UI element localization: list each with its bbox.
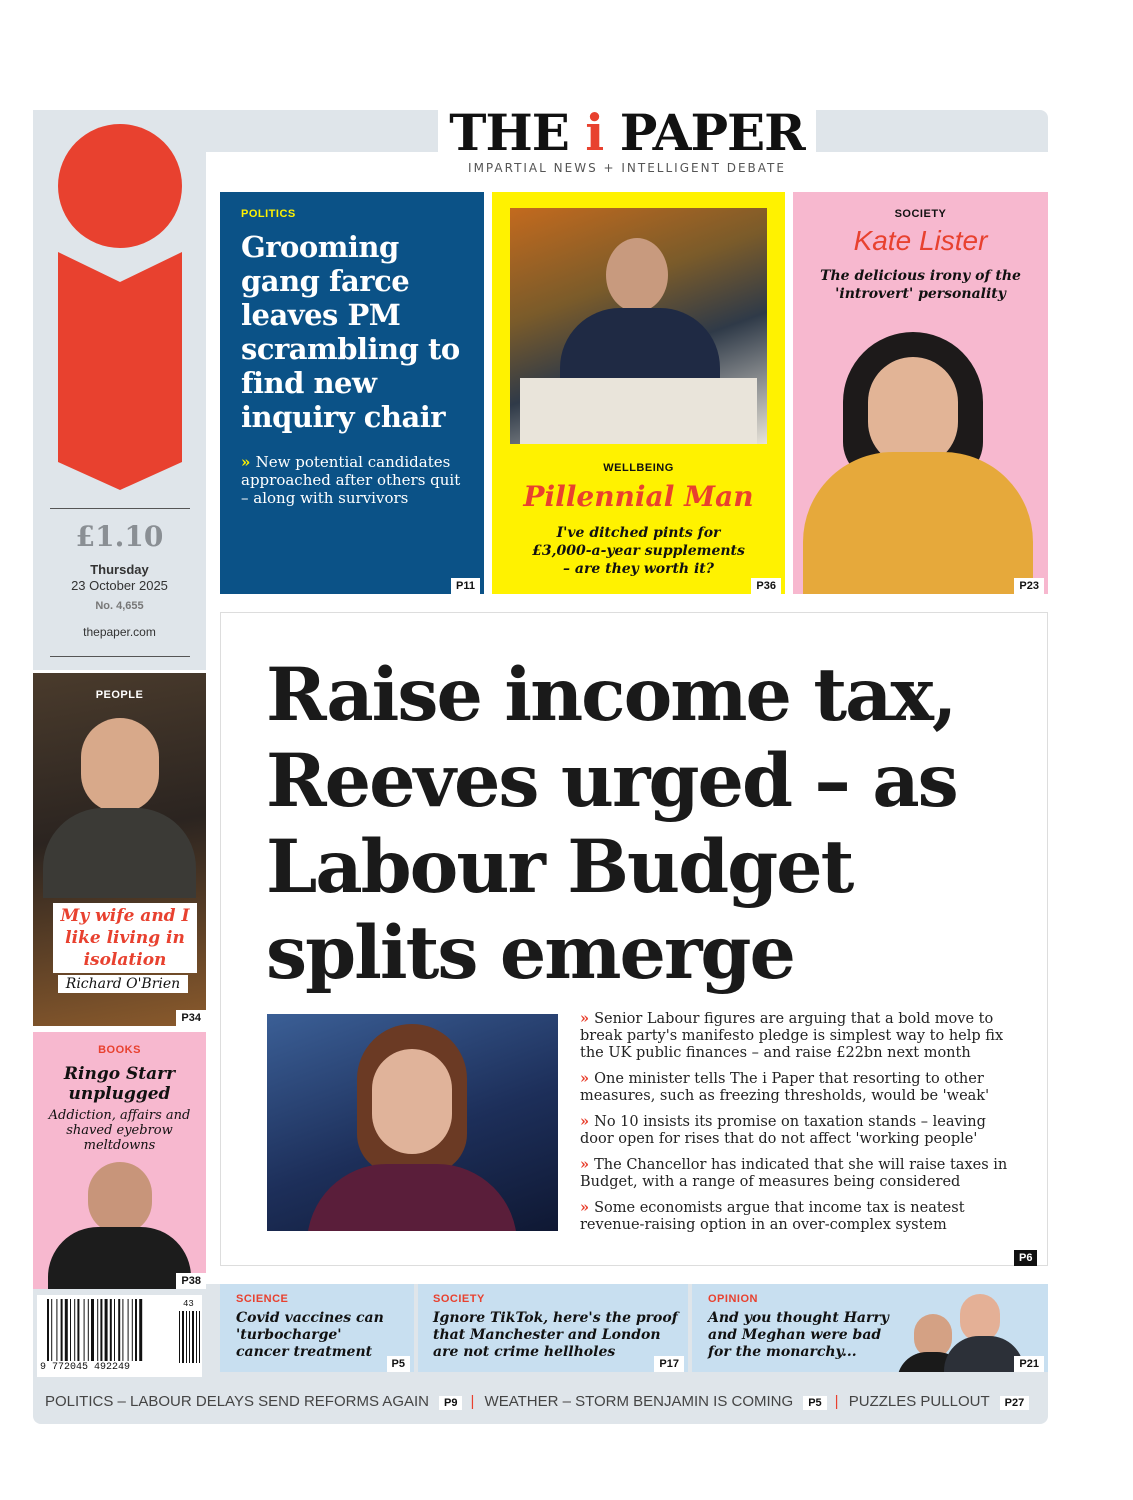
wellbeing-title: Pillennial Man xyxy=(523,480,754,513)
strip-teaser-science[interactable] xyxy=(220,1284,414,1372)
barcode-bar xyxy=(132,1299,133,1361)
website-link[interactable]: thepaper.com xyxy=(83,625,156,639)
ringo-head-shape xyxy=(88,1162,152,1234)
society-standfirst: The delicious irony of the 'introvert' personality xyxy=(820,268,1021,302)
barcode-addon-number: 43 xyxy=(183,1299,194,1309)
issue-date: 23 October 2025 xyxy=(71,578,168,593)
politics-standfirst: » New potential candidates approached after others quit – along with survivors xyxy=(241,453,461,507)
barcode-bar xyxy=(105,1299,108,1361)
footer-item[interactable]: POLITICS – LABOUR DELAYS SEND REFORMS AGAIN xyxy=(45,1393,429,1410)
books-kicker: BOOKS xyxy=(98,1044,141,1056)
wellbeing-kicker: WELLBEING xyxy=(603,462,674,474)
wellbeing-teaser[interactable] xyxy=(492,192,785,594)
barcode-bar xyxy=(122,1299,123,1361)
lead-bullet: » One minister tells The i Paper that resorting to other measures, such as freezing thresholds, would be 'weak' xyxy=(580,1070,990,1104)
barcode-bar xyxy=(47,1299,49,1361)
man-shirt-shape xyxy=(43,808,196,898)
lead-bullets xyxy=(580,1010,1020,1242)
politics-teaser[interactable] xyxy=(220,192,484,594)
man-body-shape xyxy=(560,308,720,388)
wellbeing-standfirst: I've ditched pints for £3,000-a-year supplements – are they worth it? xyxy=(532,525,745,577)
harry-suit-shape xyxy=(944,1336,1024,1372)
lead-bullet: » No 10 insists its promise on taxation stands – leaving door open for rises that do not affect 'working people' xyxy=(580,1113,986,1147)
divider xyxy=(50,656,190,657)
strip-page-ref: P21 xyxy=(1014,1356,1044,1372)
people-author: Richard O'Brien xyxy=(58,975,188,993)
issue-number: No. 4,655 xyxy=(95,600,144,612)
people-title: My wife and I like living in isolation xyxy=(53,903,197,973)
barcode-bars xyxy=(37,1299,202,1365)
cover-price: £1.10 xyxy=(75,520,164,553)
barcode-bar xyxy=(114,1299,115,1361)
footer-page-ref: P5 xyxy=(803,1396,826,1410)
books-title: Ringo Starr unplugged xyxy=(63,1064,176,1104)
footer-item[interactable]: WEATHER – STORM BENJAMIN IS COMING xyxy=(484,1393,794,1410)
society-page-ref: P23 xyxy=(1014,578,1044,594)
man-head-shape xyxy=(81,718,159,813)
footer-page-ref: P9 xyxy=(439,1396,462,1410)
barcode-bar xyxy=(61,1299,63,1361)
barcode-bar xyxy=(91,1299,94,1361)
barcode-addon-bar xyxy=(179,1311,180,1363)
harry-head-shape xyxy=(960,1294,1000,1342)
masthead-title: THE i PAPER xyxy=(449,103,805,162)
books-page-ref: P38 xyxy=(176,1273,206,1289)
barcode-bar xyxy=(65,1299,68,1361)
strip-kicker: SOCIETY xyxy=(433,1293,485,1305)
barcode-bar xyxy=(135,1299,137,1361)
reeves-face-shape xyxy=(372,1049,452,1154)
barcode-addon-bar xyxy=(199,1311,200,1363)
strip-teaser-society[interactable] xyxy=(418,1284,688,1372)
society-teaser[interactable] xyxy=(793,192,1048,594)
lead-bullet: » Senior Labour figures are arguing that a bold move to break party's manifesto pledge is simplest way to help fix the UK public finances – and raise £22bn next month xyxy=(580,1010,1004,1061)
wellbeing-page-ref: P36 xyxy=(751,578,781,594)
people-page-ref: P34 xyxy=(176,1010,206,1026)
barcode-addon-bar xyxy=(182,1311,184,1363)
strip-title: And you thought Harry and Meghan were bad for the monarchy... xyxy=(708,1310,889,1360)
barcode-bar xyxy=(97,1299,98,1361)
barcode-bar xyxy=(70,1299,71,1361)
society-author: Kate Lister xyxy=(853,225,988,256)
barcode xyxy=(37,1295,202,1377)
politics-page-ref: P11 xyxy=(451,578,480,594)
barcode-bar xyxy=(84,1299,85,1361)
politics-kicker: POLITICS xyxy=(241,208,296,220)
barcode-addon-bar xyxy=(192,1311,194,1363)
supplements-table xyxy=(520,378,757,444)
barcode-addon-bar xyxy=(186,1311,187,1363)
footer-separator: | xyxy=(470,1393,475,1410)
divider xyxy=(50,508,190,509)
reeves-jacket-shape xyxy=(307,1164,517,1231)
politics-title: Grooming gang farce leaves PM scrambling to find new inquiry chair xyxy=(241,230,460,434)
barcode-bar xyxy=(118,1299,120,1361)
barcode-bar xyxy=(139,1299,142,1361)
woman-face-shape xyxy=(868,357,958,467)
people-teaser[interactable] xyxy=(33,673,206,1026)
strip-kicker: SCIENCE xyxy=(236,1293,289,1305)
strip-page-ref: P5 xyxy=(387,1356,410,1372)
lead-bullet: » The Chancellor has indicated that she will raise taxes in Budget, with a range of measures being considered xyxy=(580,1156,1008,1190)
people-kicker: PEOPLE xyxy=(95,689,144,701)
strip-teaser-opinion[interactable] xyxy=(692,1284,1048,1372)
barcode-addon-bar xyxy=(196,1311,197,1363)
masthead-tagline: IMPARTIAL NEWS + INTELLIGENT DEBATE xyxy=(468,161,786,175)
strip-page-ref: P17 xyxy=(654,1356,684,1372)
ringo-jacket-shape xyxy=(48,1227,191,1289)
barcode-bar xyxy=(128,1299,129,1361)
barcode-bar xyxy=(77,1299,79,1361)
footer-item[interactable]: PUZZLES PULLOUT xyxy=(848,1393,990,1410)
supplements-photo xyxy=(510,208,767,444)
society-kicker: SOCIETY xyxy=(894,208,947,220)
footer-bar xyxy=(45,1393,1037,1410)
barcode-bar xyxy=(110,1299,112,1361)
barcode-bar xyxy=(56,1299,57,1361)
i-logo-dot xyxy=(58,124,182,248)
issue-day: Thursday xyxy=(90,562,149,577)
strip-kicker: OPINION xyxy=(708,1293,758,1305)
barcode-bar xyxy=(74,1299,75,1361)
strip-title: Ignore TikTok, here's the proof that Manchester and London are not crime hellholes xyxy=(433,1310,678,1360)
footer-separator: | xyxy=(834,1393,839,1410)
reeves-photo xyxy=(267,1014,558,1231)
barcode-bar xyxy=(88,1299,89,1361)
lead-headline[interactable]: Raise income tax, Reeves urged – as Labour Budget splits emerge xyxy=(266,652,957,996)
barcode-bar xyxy=(51,1299,52,1361)
footer-page-ref: P27 xyxy=(1000,1396,1030,1410)
books-teaser[interactable] xyxy=(33,1032,206,1289)
barcode-number: 9 772045 492249 xyxy=(40,1362,131,1373)
lead-bullet: » Some economists argue that income tax is neatest revenue-raising option in an over-complex system xyxy=(580,1199,965,1233)
barcode-bar xyxy=(100,1299,102,1361)
woman-sweater-shape xyxy=(803,452,1033,594)
books-standfirst: Addiction, affairs and shaved eyebrow meltdowns xyxy=(48,1108,191,1153)
lead-page-ref: P6 xyxy=(1014,1250,1037,1266)
man-head-shape xyxy=(606,238,668,312)
i-logo-stem xyxy=(58,252,182,490)
barcode-addon-bar xyxy=(189,1311,190,1363)
strip-title: Covid vaccines can 'turbocharge' cancer treatment xyxy=(236,1310,384,1360)
